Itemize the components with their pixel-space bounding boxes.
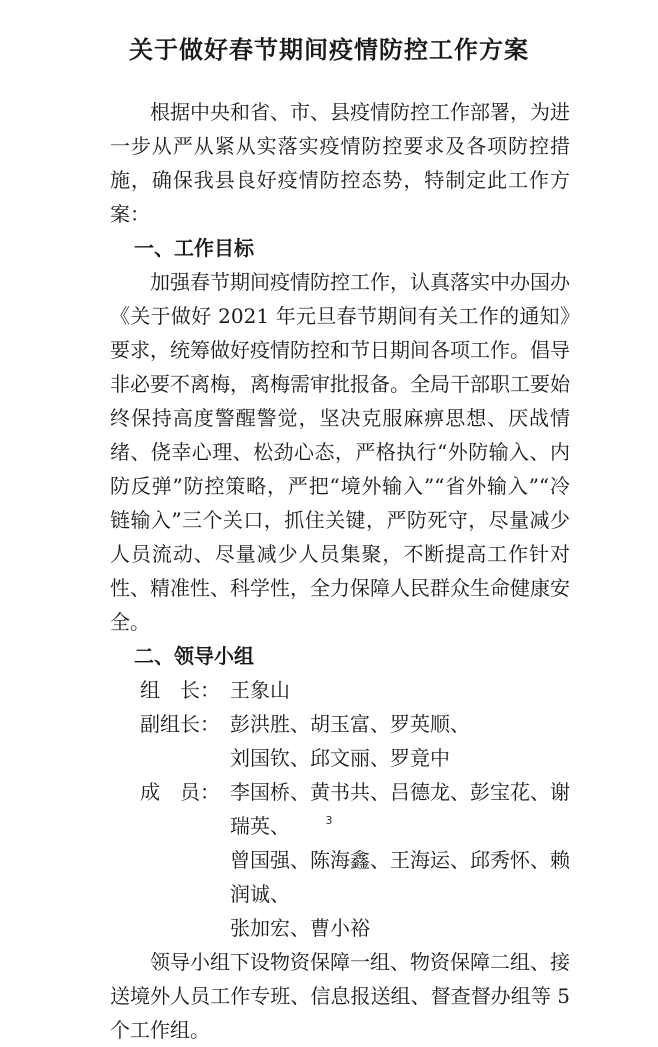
leader-label: 组 长： xyxy=(140,678,220,702)
goals-paragraph: 加强春节期间疫情防控工作，认真落实中办国办《关于做好 2021 年元旦春节期间有关工作的通知》要求，统筹做好疫情防控和节日期间各项工作。倡导非必要不离梅，离梅需审批报备。全局干部职工要始终保持高度警醒警觉，坚决克服麻痹思想、厌战情绪、侥幸心理、松劲心态，严格执行“外防输入、内防反弹”防控策略，严把“境外输入”“省外输入”“冷链输入”三个关口，抓住关键，严防死守，尽量减少人员流动、尽量减少人员集聚，不断提高工作针对性、精准性、科学性，全力保障人民群众生命健康安全。 xyxy=(110,270,570,634)
section-heading-leadership: 二、领导小组 xyxy=(134,644,254,668)
deputy-label: 副组长： xyxy=(140,712,220,736)
deputy-names xyxy=(230,707,570,775)
working-groups-paragraph: 领导小组下设物资保障一组、物资保障二组、接送境外人员工作专班、信息报送组、督查督办组等 5 个工作组。 xyxy=(110,950,570,1042)
leader-row xyxy=(110,673,570,707)
leader-names xyxy=(230,673,570,707)
members-label: 成 员： xyxy=(140,780,220,804)
members-name-line: 曾国强、陈海鑫、王海运、邱秀怀、赖润诚、 xyxy=(230,848,570,906)
deputy-name-line: 彭洪胜、胡玉富、罗英顺、 xyxy=(230,712,470,736)
page-number: 3 xyxy=(325,814,333,827)
deputy-name-line: 刘国钦、邱文丽、罗竟中 xyxy=(230,746,450,770)
members-names xyxy=(230,775,570,945)
leader-name-line: 王象山 xyxy=(230,678,290,702)
members-name-line: 李国桥、黄书共、吕德龙、彭宝花、谢瑞英、 xyxy=(230,780,570,838)
members-row xyxy=(110,775,570,945)
document-body xyxy=(110,95,570,1047)
section-heading-goals: 一、工作目标 xyxy=(134,236,254,260)
deputy-row xyxy=(110,707,570,775)
document-title: 关于做好春节期间疫情防控工作方案 xyxy=(129,35,529,64)
members-name-line: 张加宏、曹小裕 xyxy=(230,916,370,940)
intro-paragraph: 根据中央和省、市、县疫情防控工作部署，为进一步从严从紧从实落实疫情防控要求及各项防控措施，确保我县良好疫情防控态势，特制定此工作方案： xyxy=(110,100,570,226)
